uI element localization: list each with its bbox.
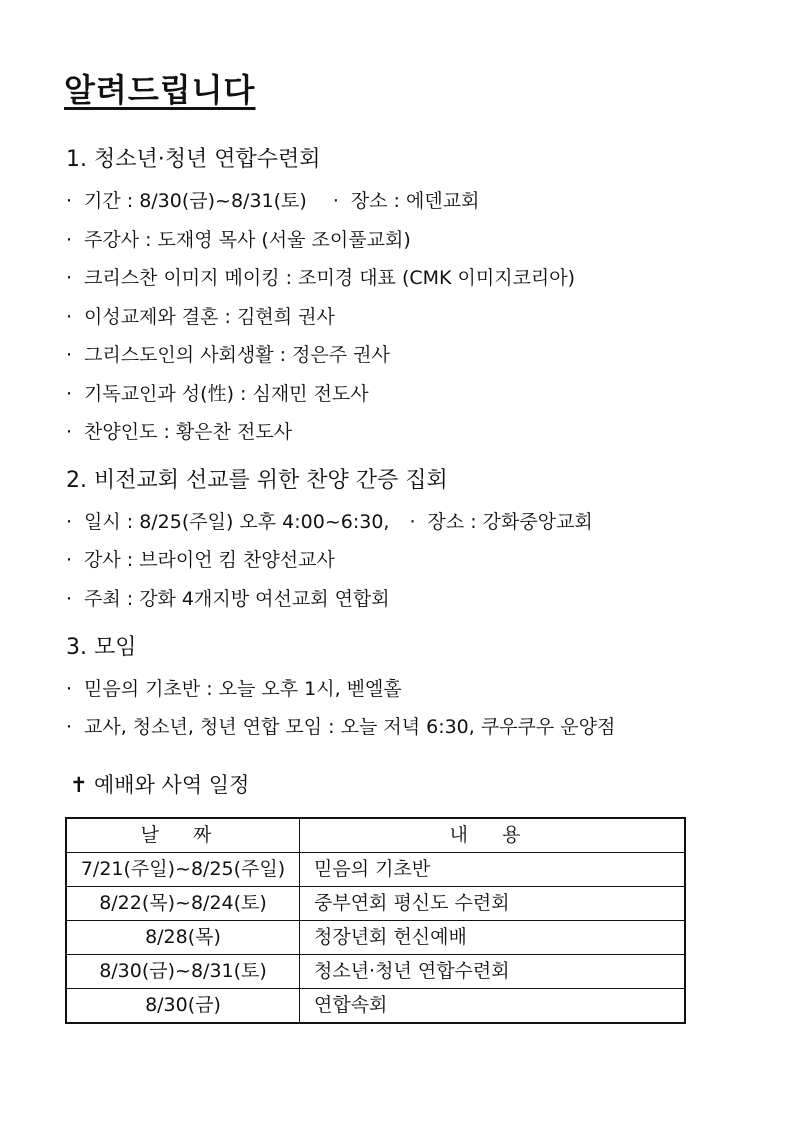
host-text: 주최 : 강화 4개지방 여선교회 연합회 bbox=[84, 588, 390, 610]
bullet: · bbox=[66, 678, 73, 700]
period-text: 기간 : 8/30(금)~8/31(토) bbox=[84, 190, 307, 212]
content-cell: 청소년·청년 연합수련회 bbox=[300, 955, 686, 989]
bullet: · bbox=[66, 511, 73, 533]
location-text: 장소 : 강화중앙교회 bbox=[427, 511, 593, 533]
content-cell: 연합속회 bbox=[300, 989, 686, 1024]
bullet: · bbox=[66, 421, 73, 443]
bullet: · bbox=[66, 229, 73, 251]
schedule-heading bbox=[70, 770, 249, 800]
bullet: · bbox=[66, 549, 73, 571]
bullet: · bbox=[66, 716, 73, 738]
content-column-header: 내 용 bbox=[300, 818, 686, 853]
date-cell: 7/21(주일)~8/25(주일) bbox=[66, 853, 300, 887]
content-cell: 믿음의 기초반 bbox=[300, 853, 686, 887]
bullet: · bbox=[66, 306, 73, 328]
dating-text: 이성교제와 결혼 : 김현희 권사 bbox=[84, 306, 335, 328]
date-cell: 8/30(금) bbox=[66, 989, 300, 1024]
table-row bbox=[66, 853, 685, 887]
table-row bbox=[66, 921, 685, 955]
bullet: · bbox=[409, 511, 416, 533]
content-cell: 중부연회 평신도 수련회 bbox=[300, 887, 686, 921]
section-1-heading: 1. 청소년·청년 연합수련회 bbox=[66, 147, 321, 172]
date-cell: 8/22(목)~8/24(토) bbox=[66, 887, 300, 921]
section-1-item-period bbox=[66, 187, 479, 215]
bullet: · bbox=[66, 383, 73, 405]
image-making-text: 크리스찬 이미지 메이킹 : 조미경 대표 (CMK 이미지코리아) bbox=[84, 267, 576, 289]
faith-class-text: 믿음의 기초반 : 오늘 오후 1시, 벧엘홀 bbox=[84, 678, 402, 700]
datetime-text: 일시 : 8/25(주일) 오후 4:00~6:30, bbox=[84, 511, 390, 533]
section-3-item-joint-meeting bbox=[66, 713, 615, 741]
cross-icon: ✝ bbox=[70, 773, 88, 797]
page-title: 알려드립니다 bbox=[64, 71, 256, 109]
section-2-item-host bbox=[66, 585, 390, 613]
section-2-item-speaker bbox=[66, 546, 335, 574]
section-1-item-dating bbox=[66, 303, 335, 331]
social-life-text: 그리스도인의 사회생활 : 정은주 권사 bbox=[84, 344, 390, 366]
section-2-heading: 2. 비전교회 선교를 위한 찬양 간증 집회 bbox=[66, 468, 448, 493]
schedule-table bbox=[65, 817, 686, 1024]
section-1-item-sexuality bbox=[66, 380, 369, 408]
date-cell: 8/28(목) bbox=[66, 921, 300, 955]
bullet: · bbox=[66, 190, 73, 212]
bullet: · bbox=[66, 267, 73, 289]
section-1-item-speaker bbox=[66, 226, 411, 254]
table-row bbox=[66, 955, 685, 989]
table-header-row bbox=[66, 818, 685, 853]
section-3-heading: 3. 모임 bbox=[66, 635, 137, 660]
bullet: · bbox=[66, 344, 73, 366]
section-1-item-social-life bbox=[66, 341, 390, 369]
bullet: · bbox=[332, 190, 339, 212]
content-cell: 청장년회 헌신예배 bbox=[300, 921, 686, 955]
section-3-item-faith-class bbox=[66, 675, 402, 703]
sexuality-text: 기독교인과 성(性) : 심재민 전도사 bbox=[84, 383, 369, 405]
table-row bbox=[66, 989, 685, 1024]
joint-meeting-text: 교사, 청소년, 청년 연합 모임 : 오늘 저녁 6:30, 쿠우쿠우 운양점 bbox=[84, 716, 616, 738]
section-1-item-image-making bbox=[66, 264, 575, 292]
bullet: · bbox=[66, 588, 73, 610]
speaker-text: 주강사 : 도재영 목사 (서울 조이풀교회) bbox=[84, 229, 411, 251]
schedule-heading-text: 예배와 사역 일정 bbox=[94, 773, 250, 797]
speaker-text: 강사 : 브라이언 킴 찬양선교사 bbox=[84, 549, 335, 571]
worship-leader-text: 찬양인도 : 황은찬 전도사 bbox=[84, 421, 293, 443]
table-row bbox=[66, 887, 685, 921]
date-cell: 8/30(금)~8/31(토) bbox=[66, 955, 300, 989]
date-column-header: 날 짜 bbox=[66, 818, 300, 853]
section-1-item-worship-leader bbox=[66, 418, 292, 446]
section-2-item-datetime bbox=[66, 508, 593, 536]
location-text: 장소 : 에덴교회 bbox=[350, 190, 480, 212]
